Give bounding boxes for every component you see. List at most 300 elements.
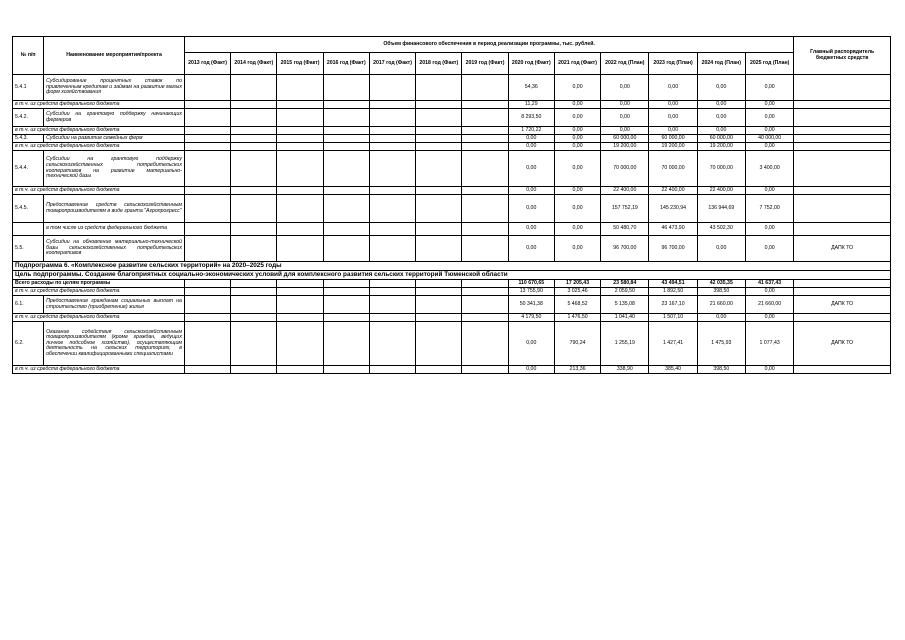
value-cell [231, 288, 277, 296]
value-cell [462, 135, 508, 143]
value-cell: 0,00 [745, 288, 793, 296]
value-cell: 0,00 [697, 127, 745, 135]
table-row [13, 195, 891, 223]
value-cell [277, 195, 323, 223]
value-cell: 1 427,41 [649, 322, 697, 366]
value-cell [277, 366, 323, 374]
value-cell [184, 366, 230, 374]
value-cell: 54,36 [508, 75, 554, 101]
value-cell [462, 366, 508, 374]
value-cell: 70 000,00 [649, 151, 697, 187]
value-cell [416, 151, 462, 187]
table-row [13, 280, 891, 288]
value-cell [462, 143, 508, 151]
year-header: 2020 год (Факт) [508, 53, 554, 75]
value-cell [184, 135, 230, 143]
value-cell: 136 944,69 [697, 195, 745, 223]
value-cell [231, 135, 277, 143]
value-cell [184, 280, 230, 288]
row-label: в т.ч. из средств федерального бюджета [13, 314, 185, 322]
distributor-cell [794, 127, 891, 135]
value-cell [369, 296, 415, 314]
row-name: Оказание содействия сельскохозяйственным товаропроизводителям (кроме граждан, ведущих личное подсобное хозяйство), осуществляющим деятельность на сельских территориях, в обеспечении квалифицированными специалистами [44, 322, 185, 366]
value-cell [369, 135, 415, 143]
distributor-cell [794, 280, 891, 288]
value-cell: 0,00 [649, 109, 697, 127]
value-cell: 21 660,00 [745, 296, 793, 314]
value-cell [416, 288, 462, 296]
document-sheet [12, 36, 891, 374]
value-cell: 21 660,00 [697, 296, 745, 314]
value-cell: 50 341,38 [508, 296, 554, 314]
value-cell: 385,40 [649, 366, 697, 374]
value-cell: 4 179,50 [508, 314, 554, 322]
value-cell: 0,00 [554, 187, 600, 195]
value-cell [323, 223, 369, 236]
value-cell: 60 000,00 [601, 135, 649, 143]
value-cell [184, 236, 230, 262]
value-cell [277, 151, 323, 187]
value-cell: 0,00 [554, 236, 600, 262]
value-cell [416, 195, 462, 223]
distributor-cell [794, 288, 891, 296]
value-cell: 19 200,00 [601, 143, 649, 151]
value-cell: 5 468,52 [554, 296, 600, 314]
row-number: 6.2. [13, 322, 44, 366]
value-cell [416, 135, 462, 143]
value-cell [231, 296, 277, 314]
value-cell [231, 151, 277, 187]
row-name: Субсидии на грантовую поддержку начинающих фермеров [44, 109, 185, 127]
value-cell [323, 127, 369, 135]
value-cell: 0,00 [745, 127, 793, 135]
value-cell [231, 366, 277, 374]
row-label: в т.ч. из средств федерального бюджета [13, 143, 185, 151]
value-cell [184, 288, 230, 296]
row-number: 5.4.3. [13, 135, 44, 143]
value-cell [277, 314, 323, 322]
value-cell: 0,00 [697, 101, 745, 109]
row-number [13, 223, 44, 236]
value-cell: 790,24 [554, 322, 600, 366]
value-cell: 0,00 [745, 101, 793, 109]
value-cell [369, 187, 415, 195]
value-cell: 96 700,00 [649, 236, 697, 262]
value-cell [277, 135, 323, 143]
value-cell: 1 077,43 [745, 322, 793, 366]
value-cell [184, 75, 230, 101]
distributor-cell [794, 101, 891, 109]
value-cell: 3 025,46 [554, 288, 600, 296]
value-cell: 0,00 [508, 187, 554, 195]
value-cell: 0,00 [554, 195, 600, 223]
year-header: 2018 год (Факт) [416, 53, 462, 75]
value-cell: 2 059,50 [601, 288, 649, 296]
section-heading: Подпрограмма 6. «Комплексное развитие сельских территорий» на 2020–2025 годы [13, 262, 891, 271]
value-cell [323, 296, 369, 314]
table-row [13, 322, 891, 366]
value-cell: 0,00 [697, 236, 745, 262]
value-cell: 5 135,08 [601, 296, 649, 314]
row-name: Субсидии на развитие семейных ферм [44, 135, 185, 143]
distributor-cell [794, 366, 891, 374]
value-cell: 0,00 [554, 109, 600, 127]
value-cell [323, 236, 369, 262]
value-cell [323, 143, 369, 151]
value-cell [323, 280, 369, 288]
value-cell: 0,00 [554, 101, 600, 109]
value-cell [462, 236, 508, 262]
year-header: 2016 год (Факт) [323, 53, 369, 75]
value-cell: 70 000,00 [697, 151, 745, 187]
value-cell [416, 101, 462, 109]
value-cell: 22 400,00 [601, 187, 649, 195]
header-num: № п/п [13, 37, 44, 75]
value-cell [323, 195, 369, 223]
header-name: Наименование мероприятия/проекта [44, 37, 185, 75]
value-cell: 11,29 [508, 101, 554, 109]
value-cell [184, 127, 230, 135]
value-cell: 0,00 [601, 109, 649, 127]
value-cell [416, 109, 462, 127]
value-cell [323, 75, 369, 101]
value-cell [323, 322, 369, 366]
value-cell [277, 75, 323, 101]
value-cell [231, 127, 277, 135]
value-cell [462, 322, 508, 366]
table-row [13, 296, 891, 314]
value-cell: 0,00 [649, 75, 697, 101]
value-cell [277, 280, 323, 288]
value-cell: 0,00 [508, 223, 554, 236]
table-row [13, 187, 891, 195]
value-cell: 8 293,50 [508, 109, 554, 127]
value-cell: 0,00 [508, 151, 554, 187]
value-cell: 0,00 [697, 314, 745, 322]
value-cell [369, 322, 415, 366]
value-cell [369, 236, 415, 262]
table-row [13, 75, 891, 101]
table-row [13, 127, 891, 135]
value-cell [231, 75, 277, 101]
table-row [13, 101, 891, 109]
table-body [13, 75, 891, 374]
year-header: 2013 год (Факт) [184, 53, 230, 75]
year-header: 2014 год (Факт) [231, 53, 277, 75]
value-cell [369, 223, 415, 236]
table-row [13, 314, 891, 322]
value-cell: 0,00 [745, 109, 793, 127]
distributor-cell: ДАПК ТО [794, 236, 891, 262]
distributor-cell [794, 195, 891, 223]
value-cell [184, 151, 230, 187]
value-cell: 157 752,19 [601, 195, 649, 223]
value-cell [416, 236, 462, 262]
value-cell: 0,00 [554, 143, 600, 151]
value-cell [369, 127, 415, 135]
value-cell [462, 75, 508, 101]
value-cell: 46 473,90 [649, 223, 697, 236]
year-header: 2019 год (Факт) [462, 53, 508, 75]
table-row [13, 135, 891, 143]
value-cell [416, 223, 462, 236]
row-number: 5.5. [13, 236, 44, 262]
table-row [13, 262, 891, 271]
row-label: в т.ч. из средств федерального бюджета [13, 127, 185, 135]
row-name: Субсидии на обновление материально-технической базы сельскохозяйственных потребительских кооперативов [44, 236, 185, 262]
value-cell: 17 205,43 [554, 280, 600, 288]
value-cell [184, 296, 230, 314]
value-cell: 60 000,00 [649, 135, 697, 143]
value-cell [277, 288, 323, 296]
value-cell: 110 670,65 [508, 280, 554, 288]
year-header: 2022 год (План) [601, 53, 649, 75]
value-cell [277, 236, 323, 262]
value-cell: 19 200,00 [697, 143, 745, 151]
year-header: 2015 год (Факт) [277, 53, 323, 75]
year-header: 2021 год (Факт) [554, 53, 600, 75]
row-name: Предоставление гражданам социальных выплат на строительство (приобретение) жилья [44, 296, 185, 314]
row-number: 6.1. [13, 296, 44, 314]
value-cell: 213,36 [554, 366, 600, 374]
row-name: Субсидии на грантовую поддержку сельскохозяйственных потребительских кооперативов на развитие материально-технической базы [44, 151, 185, 187]
row-name: в том числе из средств федерального бюджета [44, 223, 185, 236]
row-number: 5.4.4. [13, 151, 44, 187]
value-cell: 0,00 [745, 314, 793, 322]
value-cell: 0,00 [601, 75, 649, 101]
row-number: 5.4.2. [13, 109, 44, 127]
value-cell [369, 280, 415, 288]
section-heading: Цель подпрограммы. Создание благоприятных социально-экономических условий для комплексного развития сельских территорий Тюменской области [13, 271, 891, 280]
value-cell: 0,00 [697, 75, 745, 101]
value-cell [323, 151, 369, 187]
distributor-cell [794, 187, 891, 195]
value-cell: 41 637,43 [745, 280, 793, 288]
distributor-cell: ДАПК ТО [794, 296, 891, 314]
value-cell: 43 494,51 [649, 280, 697, 288]
value-cell [277, 143, 323, 151]
table-row [13, 366, 891, 374]
year-header: 2024 год (План) [697, 53, 745, 75]
value-cell: 145 230,94 [649, 195, 697, 223]
value-cell [369, 151, 415, 187]
value-cell [323, 366, 369, 374]
value-cell [369, 288, 415, 296]
value-cell [184, 314, 230, 322]
table-row [13, 288, 891, 296]
table-row [13, 151, 891, 187]
value-cell [277, 322, 323, 366]
value-cell: 42 035,35 [697, 280, 745, 288]
value-cell [184, 195, 230, 223]
value-cell: 1 892,50 [649, 288, 697, 296]
value-cell: 70 000,00 [601, 151, 649, 187]
row-label: в т.ч. из средств федерального бюджета [13, 187, 185, 195]
value-cell: 0,00 [697, 109, 745, 127]
value-cell [231, 109, 277, 127]
value-cell: 0,00 [745, 223, 793, 236]
value-cell [231, 223, 277, 236]
value-cell [462, 187, 508, 195]
value-cell [416, 75, 462, 101]
value-cell [231, 195, 277, 223]
value-cell [416, 366, 462, 374]
value-cell: 23 167,10 [649, 296, 697, 314]
value-cell [462, 314, 508, 322]
value-cell: 23 580,84 [601, 280, 649, 288]
value-cell: 13 755,90 [508, 288, 554, 296]
value-cell: 0,00 [745, 366, 793, 374]
row-name: Предоставление средств сельскохозяйственным товаропроизводителям в виде гранта "Агропрогресс" [44, 195, 185, 223]
value-cell: 0,00 [745, 143, 793, 151]
value-cell [323, 135, 369, 143]
table-row [13, 109, 891, 127]
value-cell: 40 000,00 [745, 135, 793, 143]
value-cell [462, 296, 508, 314]
header-distributor: Главный распорядитель бюджетных средств [794, 37, 891, 75]
row-label: в т.ч. из средств федерального бюджета [13, 366, 185, 374]
value-cell: 50 480,70 [601, 223, 649, 236]
value-cell: 96 700,00 [601, 236, 649, 262]
table-row [13, 271, 891, 280]
value-cell [323, 187, 369, 195]
value-cell [231, 236, 277, 262]
value-cell: 0,00 [601, 127, 649, 135]
value-cell [369, 143, 415, 151]
year-header: 2023 год (План) [649, 53, 697, 75]
value-cell [323, 109, 369, 127]
value-cell [416, 280, 462, 288]
value-cell [277, 187, 323, 195]
value-cell [462, 223, 508, 236]
value-cell: 1 041,40 [601, 314, 649, 322]
value-cell [416, 322, 462, 366]
value-cell: 0,00 [554, 135, 600, 143]
value-cell [416, 127, 462, 135]
value-cell [184, 187, 230, 195]
value-cell [277, 296, 323, 314]
value-cell [369, 314, 415, 322]
distributor-cell [794, 135, 891, 143]
value-cell [369, 195, 415, 223]
value-cell [231, 314, 277, 322]
distributor-cell [794, 151, 891, 187]
row-number: 5.4.1 [13, 75, 44, 101]
table-row [13, 236, 891, 262]
value-cell [231, 101, 277, 109]
value-cell [184, 322, 230, 366]
value-cell [184, 223, 230, 236]
row-number: 5.4.5. [13, 195, 44, 223]
value-cell: 0,00 [508, 322, 554, 366]
table-row [13, 223, 891, 236]
value-cell [277, 101, 323, 109]
value-cell [277, 127, 323, 135]
value-cell: 60 000,00 [697, 135, 745, 143]
value-cell: 0,00 [508, 366, 554, 374]
value-cell: 0,00 [508, 195, 554, 223]
row-label: Всего расходы по целям программы [13, 280, 185, 288]
value-cell: 0,00 [508, 143, 554, 151]
value-cell: 338,90 [601, 366, 649, 374]
value-cell: 1 255,19 [601, 322, 649, 366]
value-cell [323, 288, 369, 296]
value-cell [277, 223, 323, 236]
value-cell: 0,00 [508, 236, 554, 262]
value-cell: 0,00 [745, 75, 793, 101]
value-cell: 0,00 [554, 75, 600, 101]
value-cell: 0,00 [554, 151, 600, 187]
value-cell [369, 101, 415, 109]
value-cell: 19 200,00 [649, 143, 697, 151]
value-cell [231, 322, 277, 366]
value-cell: 1 475,93 [697, 322, 745, 366]
value-cell: 1 476,50 [554, 314, 600, 322]
value-cell: 0,00 [649, 127, 697, 135]
distributor-cell [794, 143, 891, 151]
row-name: Субсидирование процентных ставок по привлеченным кредитам и займам на развитие малых форм хозяйствования [44, 75, 185, 101]
value-cell [184, 109, 230, 127]
value-cell [231, 280, 277, 288]
value-cell [416, 314, 462, 322]
value-cell [369, 366, 415, 374]
value-cell [416, 143, 462, 151]
value-cell [416, 187, 462, 195]
value-cell: 0,00 [508, 135, 554, 143]
row-label: в т.ч. из средств федерального бюджета [13, 101, 185, 109]
distributor-cell: ДАПК ТО [794, 322, 891, 366]
value-cell [462, 101, 508, 109]
value-cell: 1 507,10 [649, 314, 697, 322]
value-cell [462, 109, 508, 127]
value-cell [462, 288, 508, 296]
table-row [13, 143, 891, 151]
distributor-cell [794, 223, 891, 236]
value-cell: 0,00 [601, 101, 649, 109]
value-cell [462, 195, 508, 223]
value-cell: 0,00 [554, 223, 600, 236]
value-cell: 3 400,00 [745, 151, 793, 187]
value-cell [323, 314, 369, 322]
funding-table [12, 36, 891, 374]
value-cell: 1 720,22 [508, 127, 554, 135]
distributor-cell [794, 109, 891, 127]
value-cell: 22 400,00 [697, 187, 745, 195]
value-cell: 7 752,00 [745, 195, 793, 223]
value-cell: 0,00 [554, 127, 600, 135]
value-cell [184, 143, 230, 151]
year-header: 2017 год (Факт) [369, 53, 415, 75]
value-cell [231, 143, 277, 151]
value-cell: 0,00 [649, 101, 697, 109]
value-cell: 398,50 [697, 366, 745, 374]
value-cell [462, 127, 508, 135]
distributor-cell [794, 314, 891, 322]
value-cell [462, 280, 508, 288]
distributor-cell [794, 75, 891, 101]
value-cell [462, 151, 508, 187]
year-header: 2025 год (План) [745, 53, 793, 75]
row-label: в т.ч. из средств федерального бюджета [13, 288, 185, 296]
value-cell [416, 296, 462, 314]
value-cell [369, 75, 415, 101]
value-cell: 0,00 [745, 236, 793, 262]
value-cell [369, 109, 415, 127]
value-cell: 0,00 [745, 187, 793, 195]
value-cell: 22 400,00 [649, 187, 697, 195]
value-cell: 43 502,30 [697, 223, 745, 236]
value-cell [323, 101, 369, 109]
